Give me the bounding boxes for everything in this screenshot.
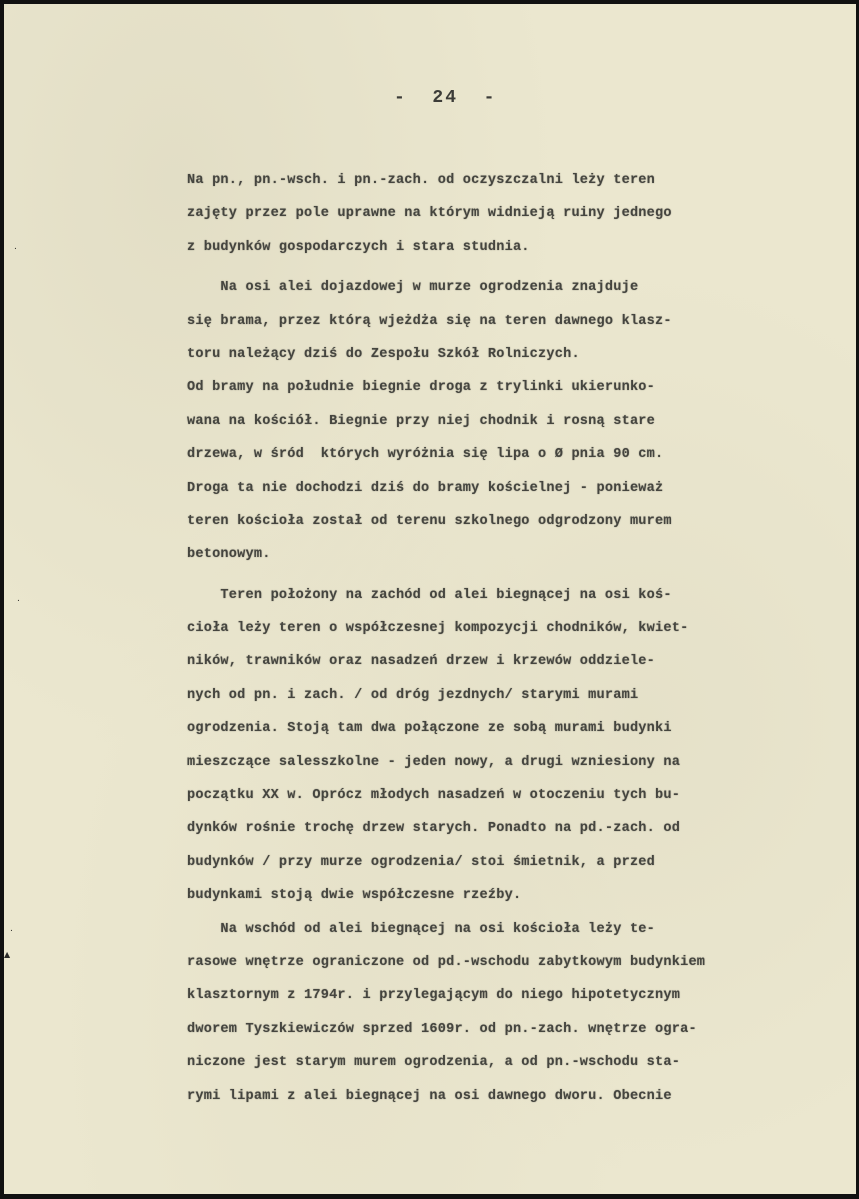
text-line: drzewa, w śród których wyróżnia się lipa o Ø pnia 90 cm. — [187, 447, 664, 463]
text-line: się brama, przez którą wjeżdża się na teren dawnego klasz- — [187, 313, 672, 329]
text-line: budynków / przy murze ogrodzenia/ stoi śmietnik, a przed — [187, 854, 656, 870]
text-line: ogrodzenia. Stoją tam dwa połączone ze sobą murami budynki — [187, 721, 672, 737]
paragraph-1 — [187, 164, 847, 264]
text-line: Teren położony na zachód od alei biegnącej na osi koś- — [187, 587, 672, 603]
paragraph-3 — [187, 579, 847, 913]
document-page — [4, 4, 856, 1194]
page-number: - 24 - — [394, 88, 497, 108]
text-line: mieszczące salesszkolne - jeden nowy, a drugi wzniesiony na — [187, 754, 681, 770]
text-line: wana na kościół. Biegnie przy niej chodnik i rosną stare — [187, 413, 656, 429]
text-line: Droga ta nie dochodzi dziś do bramy kościelnej - ponieważ — [187, 480, 664, 496]
text-line: Od bramy na południe biegnie droga z trylinki ukierunko- — [187, 380, 656, 396]
text-line: niczone jest starym murem ogrodzenia, a od pn.-wschodu sta- — [187, 1055, 681, 1071]
paragraph-2 — [187, 271, 847, 572]
text-line: Na pn., pn.-wsch. i pn.-zach. od oczyszczalni leży teren — [187, 173, 656, 188]
text-line: zajęty przez pole uprawne na którym widnieją ruiny jednego — [187, 206, 672, 222]
text-line: budynkami stoją dwie współczesne rzeźby. — [187, 888, 522, 904]
text-line: teren kościoła został od terenu szkolnego odgrodzony murem — [187, 513, 672, 529]
text-line: betonowym. — [187, 547, 271, 563]
text-line: dworem Tyszkiewiczów sprzed 1609r. od pn.-zach. wnętrze ogra- — [187, 1021, 697, 1037]
margin-dot: . — [14, 242, 17, 252]
text-line: Na osi alei dojazdowej w murze ogrodzenia znajduje — [187, 280, 639, 296]
text-line: Na wschód od alei biegnącej na osi kościoła leży te- — [187, 921, 656, 937]
text-line: dynków rośnie trochę drzew starych. Ponadto na pd.-zach. od — [187, 821, 681, 837]
text-line: początku XX w. Oprócz młodych nasadzeń w otoczeniu tych bu- — [187, 788, 681, 804]
text-line: cioła leży teren o współczesnej kompozycji chodników, kwiet- — [187, 621, 689, 637]
text-line: z budynków gospodarczych i stara studnia. — [187, 239, 530, 255]
margin-dot: . — [10, 924, 13, 934]
text-line: rasowe wnętrze ograniczone od pd.-wschodu zabytkowym budynkiem — [187, 954, 706, 970]
paragraph-4 — [187, 913, 847, 1113]
text-line: ników, trawników oraz nasadzeń drzew i krzewów oddziele- — [187, 654, 656, 670]
typewritten-body — [187, 164, 847, 1113]
text-line: nych od pn. i zach. / od dróg jezdnych/ starymi murami — [187, 687, 639, 703]
margin-arrow-mark: ▲ — [4, 950, 11, 959]
margin-dot: . — [17, 594, 20, 604]
text-line: toru należący dziś do Zespołu Szkół Rolniczych. — [187, 346, 580, 362]
text-line: klasztornym z 1794r. i przylegającym do niego hipotetycznym — [187, 988, 681, 1004]
text-line: rymi lipami z alei biegnącej na osi dawnego dworu. Obecnie — [187, 1088, 672, 1104]
